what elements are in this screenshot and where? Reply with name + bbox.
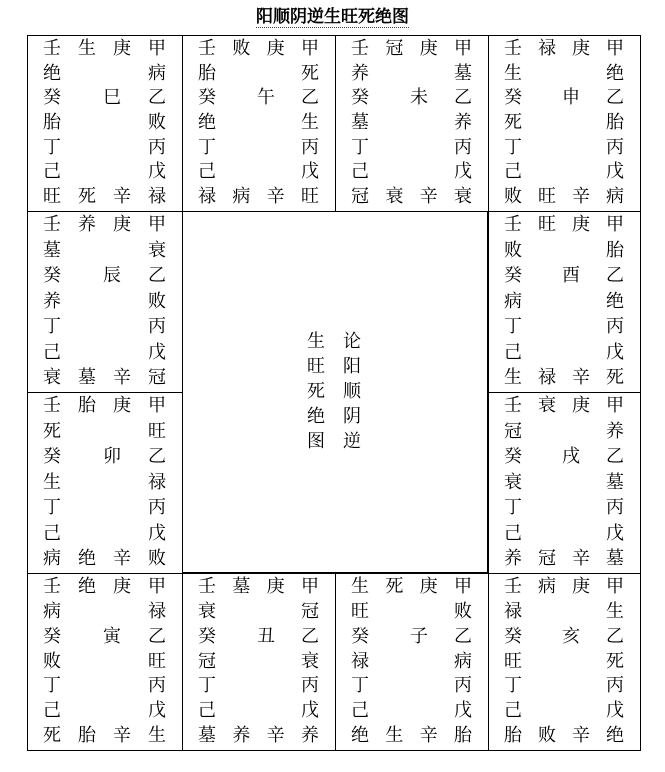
left-char: 养 bbox=[43, 290, 61, 312]
right-char: 戊 bbox=[454, 161, 472, 183]
right-char: 旺 bbox=[148, 420, 166, 442]
page-title: 阳顺阴逆生旺死绝图 bbox=[256, 7, 409, 27]
left-char: 旺 bbox=[351, 600, 369, 622]
branch-char: 寅 bbox=[103, 625, 121, 647]
left-char: 死 bbox=[43, 420, 61, 442]
top-char: 冠 bbox=[385, 38, 404, 59]
bottom-char: 死 bbox=[606, 367, 624, 388]
left-char: 病 bbox=[43, 600, 61, 622]
right-char: 戊 bbox=[148, 341, 166, 363]
top-char: 败 bbox=[232, 38, 251, 59]
left-char: 禄 bbox=[504, 600, 522, 622]
right-char: 乙 bbox=[606, 87, 624, 109]
left-char: 丁 bbox=[198, 136, 216, 158]
top-char: 庚 bbox=[113, 38, 131, 59]
bottom-char: 辛 bbox=[572, 725, 590, 746]
twelve-palace-grid bbox=[27, 35, 640, 750]
right-char: 乙 bbox=[301, 87, 319, 109]
right-char: 戊 bbox=[606, 700, 624, 722]
right-char: 病 bbox=[148, 62, 166, 84]
bottom-char: 病 bbox=[606, 186, 624, 207]
top-char: 壬 bbox=[504, 395, 522, 416]
bottom-char: 衰 bbox=[454, 186, 472, 207]
top-char: 庚 bbox=[266, 576, 285, 597]
center-col-1 bbox=[305, 329, 327, 454]
center-char: 顺 bbox=[343, 381, 361, 402]
right-char: 旺 bbox=[148, 650, 166, 672]
left-char: 衰 bbox=[198, 600, 216, 622]
top-char: 甲 bbox=[301, 576, 319, 597]
palace-cell-mao bbox=[27, 392, 183, 574]
left-char: 绝 bbox=[43, 62, 61, 84]
right-char: 禄 bbox=[148, 600, 166, 622]
bottom-char: 败 bbox=[538, 725, 556, 746]
center-panel bbox=[182, 211, 488, 573]
left-char: 死 bbox=[504, 112, 522, 133]
bottom-char: 辛 bbox=[266, 186, 285, 207]
left-char: 丁 bbox=[43, 497, 61, 518]
right-char: 败 bbox=[148, 112, 166, 133]
right-char: 绝 bbox=[606, 290, 624, 312]
bottom-char: 生 bbox=[385, 725, 404, 746]
bottom-char: 败 bbox=[148, 548, 166, 569]
left-char: 癸 bbox=[504, 87, 522, 109]
branch-char: 戌 bbox=[562, 446, 580, 467]
right-char: 胎 bbox=[606, 112, 624, 133]
center-char: 阴 bbox=[343, 406, 361, 427]
top-char: 庚 bbox=[266, 38, 285, 59]
bottom-char: 胎 bbox=[454, 725, 472, 746]
palace-cell-hai bbox=[488, 573, 641, 751]
left-char: 生 bbox=[504, 62, 522, 84]
left-char: 己 bbox=[504, 700, 522, 722]
right-char: 戊 bbox=[454, 700, 472, 722]
center-char: 论 bbox=[343, 331, 361, 352]
left-char: 癸 bbox=[43, 87, 61, 109]
top-char: 养 bbox=[78, 214, 96, 235]
bottom-char: 胎 bbox=[78, 725, 96, 746]
top-char: 甲 bbox=[148, 214, 166, 235]
palace-cell-wei bbox=[335, 35, 489, 212]
bottom-char: 辛 bbox=[113, 548, 131, 569]
center-char: 生 bbox=[307, 331, 325, 352]
top-char: 壬 bbox=[198, 576, 216, 597]
top-char: 庚 bbox=[572, 576, 590, 597]
bottom-char: 辛 bbox=[113, 186, 131, 207]
branch-char: 辰 bbox=[103, 265, 121, 286]
right-char: 戊 bbox=[606, 341, 624, 363]
right-char: 丙 bbox=[301, 136, 319, 158]
right-char: 绝 bbox=[606, 62, 624, 84]
left-char: 癸 bbox=[43, 446, 61, 467]
right-char: 墓 bbox=[606, 471, 624, 493]
top-char: 甲 bbox=[606, 576, 624, 597]
top-char: 绝 bbox=[78, 576, 96, 597]
left-char: 己 bbox=[43, 700, 61, 722]
bottom-char: 辛 bbox=[113, 367, 131, 388]
right-char: 乙 bbox=[454, 87, 472, 109]
left-char: 冠 bbox=[198, 650, 216, 672]
bottom-char: 绝 bbox=[351, 725, 369, 746]
bottom-char: 禄 bbox=[198, 186, 216, 207]
bottom-char: 禄 bbox=[538, 367, 556, 388]
left-char: 丁 bbox=[504, 316, 522, 337]
bottom-char: 死 bbox=[43, 725, 61, 746]
branch-char: 卯 bbox=[103, 446, 121, 467]
left-char: 己 bbox=[504, 522, 522, 544]
branch-char: 亥 bbox=[562, 625, 580, 647]
top-char: 庚 bbox=[419, 38, 438, 59]
bottom-char: 旺 bbox=[43, 186, 61, 207]
left-char: 墓 bbox=[43, 239, 61, 261]
bottom-char: 病 bbox=[43, 548, 61, 569]
left-char: 旺 bbox=[504, 650, 522, 672]
right-char: 丙 bbox=[606, 497, 624, 518]
right-char: 病 bbox=[454, 650, 472, 672]
top-char: 甲 bbox=[454, 576, 472, 597]
bottom-char: 绝 bbox=[606, 725, 624, 746]
palace-cell-you bbox=[488, 211, 641, 393]
bottom-char: 辛 bbox=[572, 548, 590, 569]
left-char: 绝 bbox=[198, 112, 216, 133]
palace-cell-chen bbox=[27, 211, 183, 393]
bottom-char: 败 bbox=[504, 186, 522, 207]
right-char: 乙 bbox=[606, 265, 624, 286]
top-char: 旺 bbox=[538, 214, 556, 235]
bottom-char: 养 bbox=[504, 548, 522, 569]
palace-cell-yin bbox=[27, 573, 183, 751]
right-char: 乙 bbox=[148, 625, 166, 647]
left-char: 生 bbox=[43, 471, 61, 493]
left-char: 败 bbox=[504, 239, 522, 261]
center-char: 死 bbox=[307, 381, 325, 402]
top-char: 生 bbox=[78, 38, 96, 59]
right-char: 墓 bbox=[454, 62, 472, 84]
palace-cell-zi bbox=[335, 573, 489, 751]
top-char: 壬 bbox=[504, 214, 522, 235]
left-char: 癸 bbox=[504, 265, 522, 286]
branch-char: 子 bbox=[410, 625, 428, 647]
right-char: 乙 bbox=[454, 625, 472, 647]
palace-cell-shen bbox=[488, 35, 641, 212]
bottom-char: 旺 bbox=[538, 186, 556, 207]
bottom-char: 辛 bbox=[419, 186, 438, 207]
palace-cell-xu bbox=[488, 392, 641, 574]
top-char: 墓 bbox=[232, 576, 251, 597]
left-char: 养 bbox=[351, 62, 369, 84]
left-char: 癸 bbox=[43, 265, 61, 286]
left-char: 病 bbox=[504, 290, 522, 312]
top-char: 衰 bbox=[538, 395, 556, 416]
top-char: 壬 bbox=[351, 38, 369, 59]
left-char: 丁 bbox=[43, 136, 61, 158]
right-char: 生 bbox=[301, 112, 319, 133]
right-char: 败 bbox=[148, 290, 166, 312]
right-char: 戊 bbox=[606, 161, 624, 183]
bottom-char: 禄 bbox=[148, 186, 166, 207]
bottom-char: 生 bbox=[504, 367, 522, 388]
top-char: 甲 bbox=[148, 576, 166, 597]
bottom-char: 生 bbox=[148, 725, 166, 746]
top-char: 甲 bbox=[148, 395, 166, 416]
palace-cell-wu bbox=[182, 35, 336, 212]
right-char: 乙 bbox=[606, 446, 624, 467]
bottom-char: 冠 bbox=[538, 548, 556, 569]
top-char: 生 bbox=[351, 576, 369, 597]
right-char: 乙 bbox=[606, 625, 624, 647]
left-char: 衰 bbox=[504, 471, 522, 493]
right-char: 丙 bbox=[148, 136, 166, 158]
left-char: 癸 bbox=[504, 625, 522, 647]
left-char: 丁 bbox=[504, 675, 522, 697]
right-char: 生 bbox=[606, 600, 624, 622]
bottom-char: 墓 bbox=[198, 725, 216, 746]
right-char: 禄 bbox=[148, 471, 166, 493]
right-char: 养 bbox=[454, 112, 472, 133]
bottom-char: 辛 bbox=[419, 725, 438, 746]
branch-char: 午 bbox=[257, 87, 275, 109]
right-char: 衰 bbox=[148, 239, 166, 261]
top-char: 庚 bbox=[113, 395, 131, 416]
top-char: 庚 bbox=[572, 38, 590, 59]
left-char: 墓 bbox=[351, 112, 369, 133]
top-char: 甲 bbox=[606, 395, 624, 416]
bottom-char: 辛 bbox=[572, 186, 590, 207]
right-char: 胎 bbox=[606, 239, 624, 261]
top-char: 胎 bbox=[78, 395, 96, 416]
bottom-char: 衰 bbox=[43, 367, 61, 388]
right-char: 丙 bbox=[148, 675, 166, 697]
top-char: 壬 bbox=[504, 38, 522, 59]
left-char: 癸 bbox=[198, 87, 216, 109]
right-char: 败 bbox=[454, 600, 472, 622]
branch-char: 酉 bbox=[562, 265, 580, 286]
left-char: 丁 bbox=[198, 675, 216, 697]
left-char: 己 bbox=[504, 161, 522, 183]
left-char: 胎 bbox=[198, 62, 216, 84]
top-char: 庚 bbox=[572, 214, 590, 235]
top-char: 病 bbox=[538, 576, 556, 597]
branch-char: 巳 bbox=[103, 87, 121, 109]
top-char: 庚 bbox=[113, 576, 131, 597]
top-char: 甲 bbox=[606, 38, 624, 59]
palace-cell-si bbox=[27, 35, 183, 212]
bottom-char: 养 bbox=[301, 725, 319, 746]
right-char: 戊 bbox=[148, 700, 166, 722]
center-char: 图 bbox=[307, 431, 325, 452]
right-char: 戊 bbox=[301, 700, 319, 722]
bottom-char: 旺 bbox=[301, 186, 319, 207]
right-char: 丙 bbox=[148, 316, 166, 337]
left-char: 冠 bbox=[504, 420, 522, 442]
bottom-char: 辛 bbox=[266, 725, 285, 746]
top-char: 壬 bbox=[43, 576, 61, 597]
bottom-char: 辛 bbox=[113, 725, 131, 746]
top-char: 壬 bbox=[198, 38, 216, 59]
bottom-char: 胎 bbox=[504, 725, 522, 746]
top-char: 壬 bbox=[43, 395, 61, 416]
bottom-char: 冠 bbox=[351, 186, 369, 207]
right-char: 丙 bbox=[454, 136, 472, 158]
left-char: 丁 bbox=[504, 497, 522, 518]
top-char: 禄 bbox=[538, 38, 556, 59]
left-char: 丁 bbox=[43, 675, 61, 697]
right-char: 死 bbox=[301, 62, 319, 84]
bottom-char: 衰 bbox=[385, 186, 404, 207]
left-char: 癸 bbox=[198, 625, 216, 647]
right-char: 死 bbox=[606, 650, 624, 672]
bottom-char: 绝 bbox=[78, 548, 96, 569]
left-char: 己 bbox=[43, 522, 61, 544]
top-char: 庚 bbox=[419, 576, 438, 597]
bottom-char: 辛 bbox=[572, 367, 590, 388]
top-char: 庚 bbox=[113, 214, 131, 235]
branch-char: 申 bbox=[562, 87, 580, 109]
right-char: 丙 bbox=[148, 497, 166, 518]
bottom-char: 墓 bbox=[78, 367, 96, 388]
left-char: 己 bbox=[351, 700, 369, 722]
left-char: 癸 bbox=[351, 625, 369, 647]
left-char: 败 bbox=[43, 650, 61, 672]
right-char: 养 bbox=[606, 420, 624, 442]
bottom-char: 死 bbox=[78, 186, 96, 207]
branch-char: 未 bbox=[410, 87, 428, 109]
right-char: 冠 bbox=[301, 600, 319, 622]
left-char: 胎 bbox=[43, 112, 61, 133]
bottom-char: 养 bbox=[232, 725, 251, 746]
left-char: 丁 bbox=[351, 675, 369, 697]
left-char: 己 bbox=[43, 161, 61, 183]
branch-char: 丑 bbox=[257, 625, 275, 647]
left-char: 癸 bbox=[43, 625, 61, 647]
right-char: 戊 bbox=[606, 522, 624, 544]
palace-cell-chou bbox=[182, 573, 336, 751]
left-char: 己 bbox=[504, 341, 522, 363]
top-char: 甲 bbox=[606, 214, 624, 235]
center-char: 旺 bbox=[307, 356, 325, 377]
left-char: 丁 bbox=[504, 136, 522, 158]
right-char: 乙 bbox=[148, 87, 166, 109]
left-char: 己 bbox=[198, 700, 216, 722]
right-char: 丙 bbox=[606, 136, 624, 158]
center-char: 绝 bbox=[307, 406, 325, 427]
left-char: 癸 bbox=[504, 446, 522, 467]
right-char: 丙 bbox=[606, 675, 624, 697]
right-char: 乙 bbox=[148, 446, 166, 467]
right-char: 丙 bbox=[301, 675, 319, 697]
bottom-char: 病 bbox=[232, 186, 251, 207]
right-char: 乙 bbox=[301, 625, 319, 647]
right-char: 丙 bbox=[606, 316, 624, 337]
top-char: 壬 bbox=[43, 38, 61, 59]
top-char: 死 bbox=[385, 576, 404, 597]
left-char: 己 bbox=[43, 341, 61, 363]
left-char: 己 bbox=[351, 161, 369, 183]
top-char: 甲 bbox=[148, 38, 166, 59]
right-char: 戊 bbox=[301, 161, 319, 183]
left-char: 丁 bbox=[351, 136, 369, 158]
left-char: 丁 bbox=[43, 316, 61, 337]
bottom-char: 墓 bbox=[606, 548, 624, 569]
top-char: 甲 bbox=[454, 38, 472, 59]
right-char: 乙 bbox=[148, 265, 166, 286]
center-col-2 bbox=[341, 329, 363, 454]
center-char: 阳 bbox=[343, 356, 361, 377]
top-char: 壬 bbox=[43, 214, 61, 235]
left-char: 禄 bbox=[351, 650, 369, 672]
top-char: 壬 bbox=[504, 576, 522, 597]
center-char: 逆 bbox=[343, 431, 361, 452]
right-char: 丙 bbox=[454, 675, 472, 697]
right-char: 戊 bbox=[148, 161, 166, 183]
right-char: 衰 bbox=[301, 650, 319, 672]
right-char: 戊 bbox=[148, 522, 166, 544]
top-char: 庚 bbox=[572, 395, 590, 416]
left-char: 癸 bbox=[351, 87, 369, 109]
bottom-char: 冠 bbox=[148, 367, 166, 388]
left-char: 己 bbox=[198, 161, 216, 183]
top-char: 甲 bbox=[301, 38, 319, 59]
